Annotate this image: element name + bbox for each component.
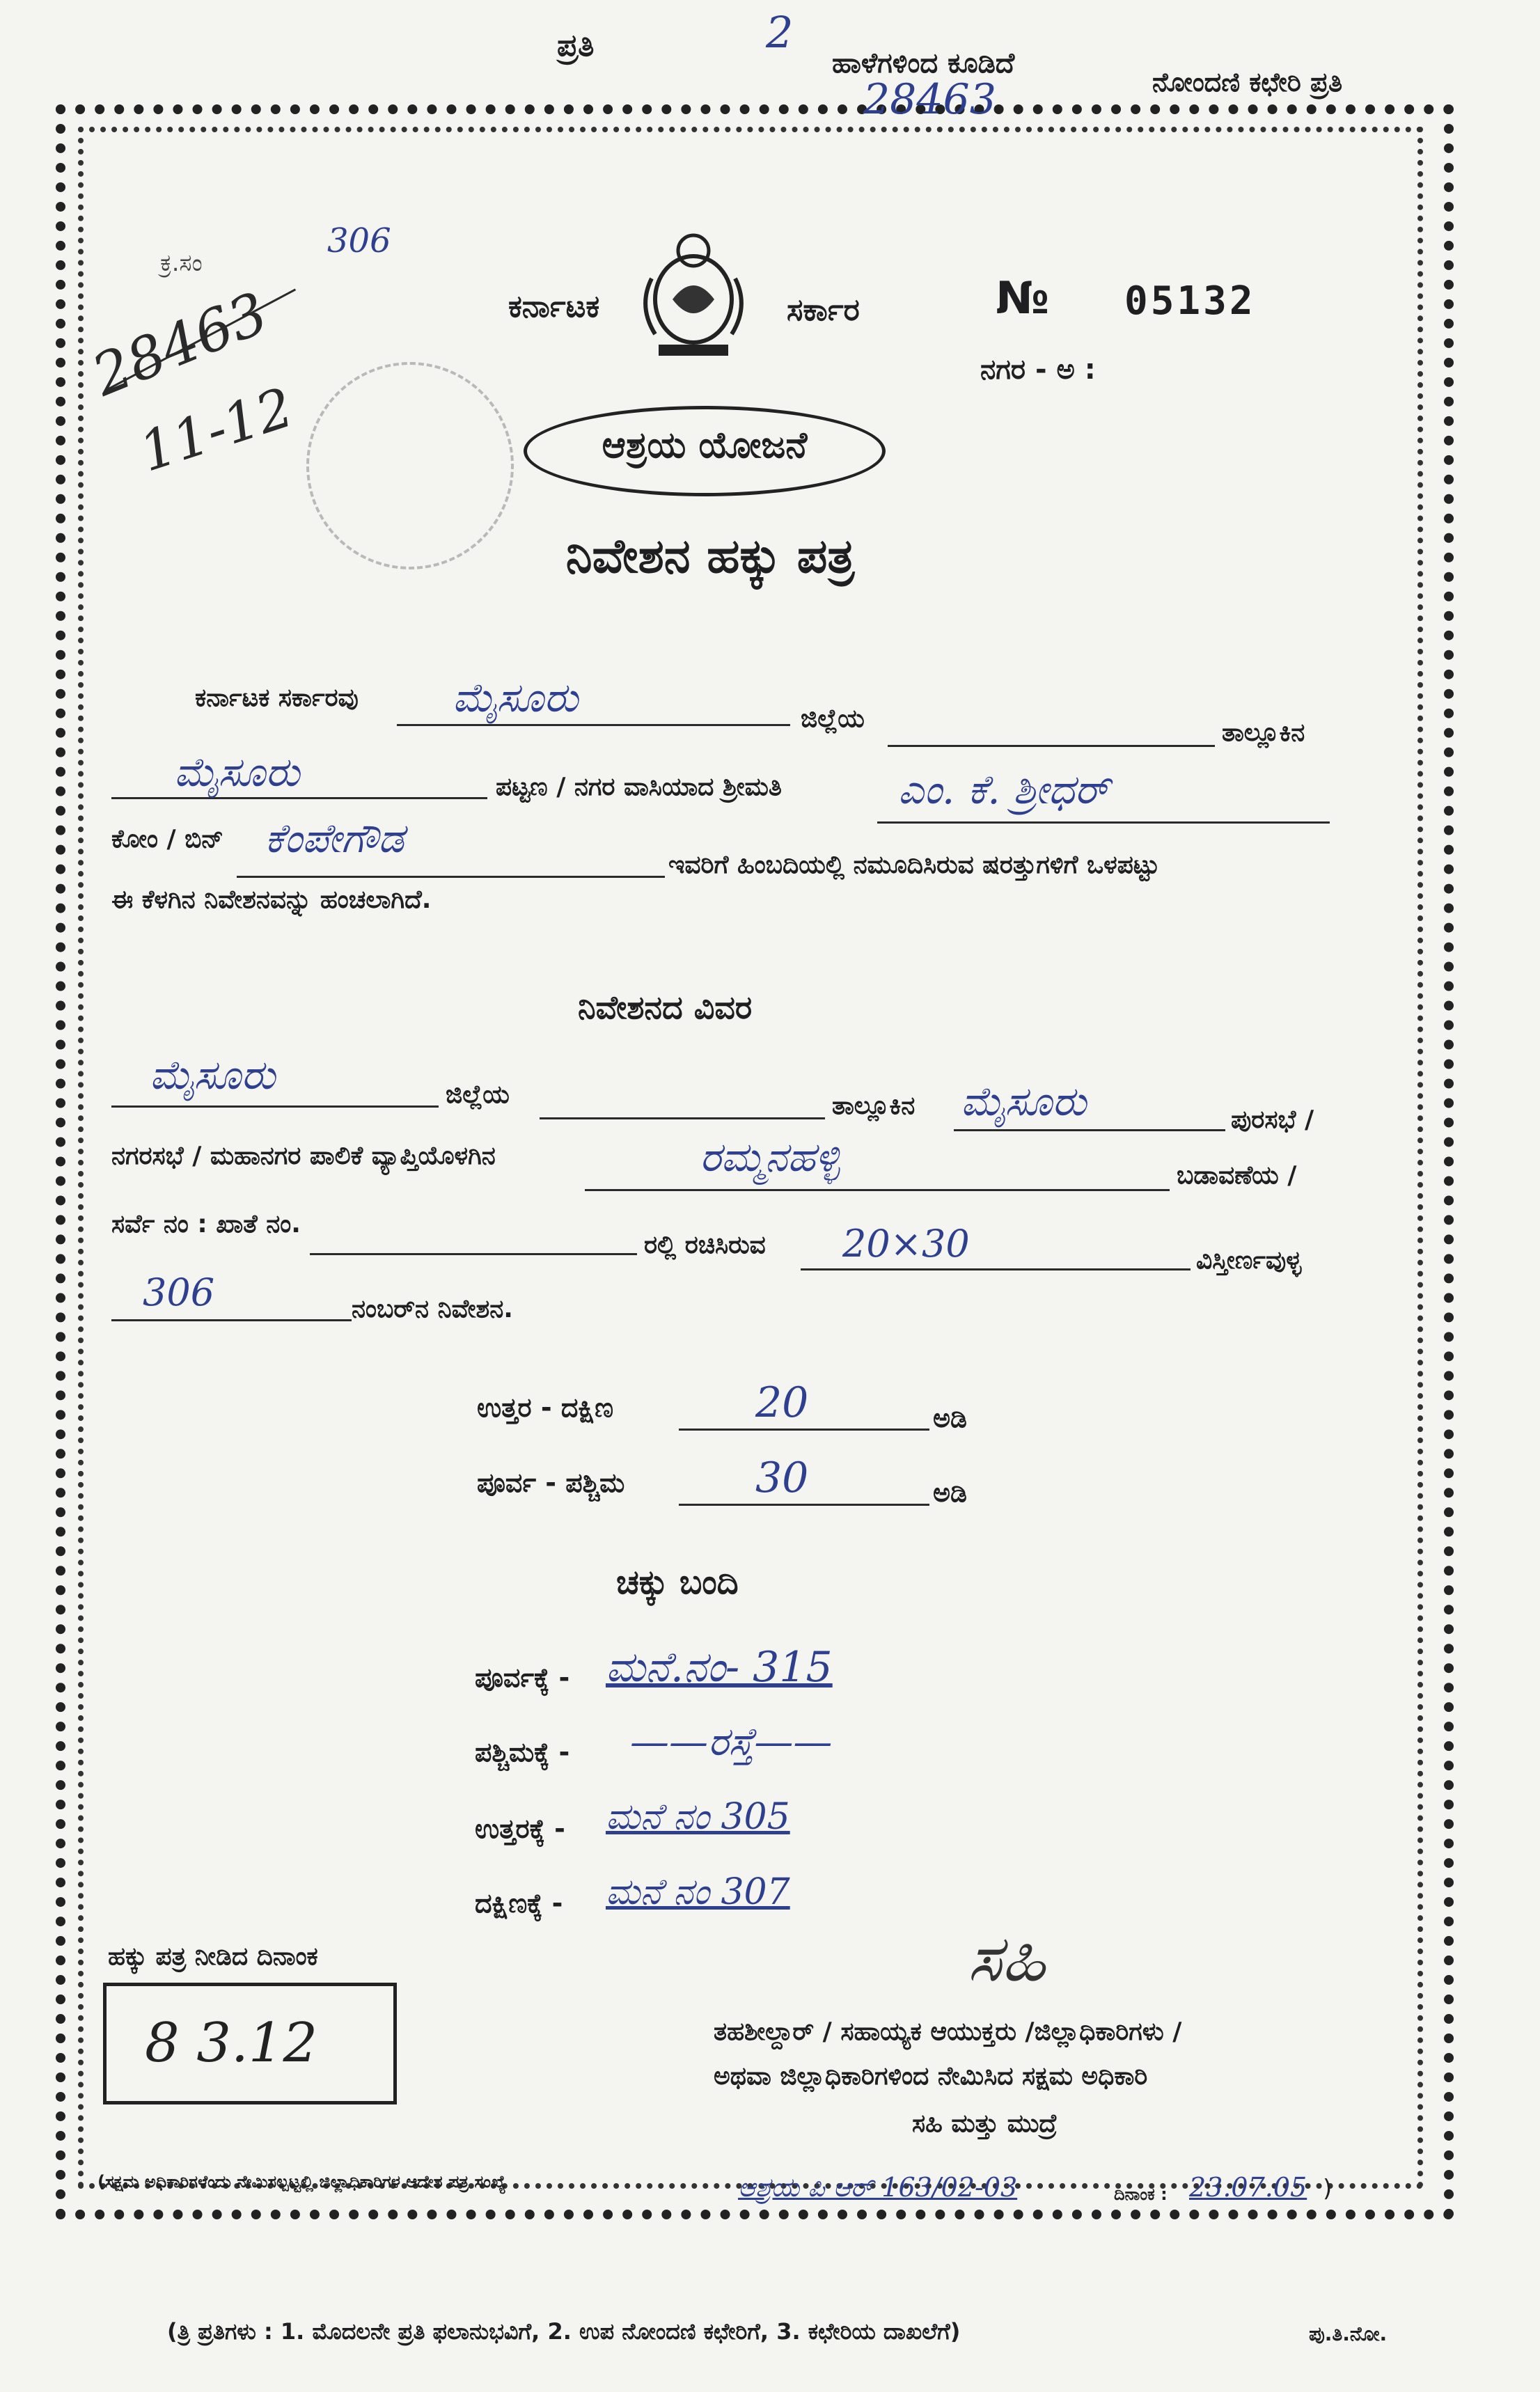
site-no-label: ನಂಬರ್‌ನ ನಿವೇಶನ. <box>352 1295 513 1323</box>
corporation-label: ನಗರಸಭೆ / ಮಹಾನಗರ ಪಾಲಿಕೆ ವ್ಯಾಪ್ತಿಯೊಳಗಿನ <box>111 1142 496 1170</box>
intro-town-line <box>111 797 487 799</box>
form-no-value: 05132 <box>1124 278 1256 324</box>
order-text: (ಸಕ್ಷಮ ಅಧಿಕಾರಿಗಳೆಂದು ನೇಮಿಸಲ್ಪಟ್ಟಲ್ಲಿ ಜಿಲ್ಲಾಧಿಕಾರಿಗಳ ಆದೇಶ ಪತ್ರ ಸಂಖ್ಯೆ <box>97 2172 506 2192</box>
document-title: ನಿವೇಶನ ಹಕ್ಕು ಪತ್ರ <box>565 529 855 584</box>
order-number: ಆಶ್ರಯ ಪಿ ಆರ್ 163/02-03 <box>738 2172 1018 2203</box>
area-label: ವಿಸ್ತೀರ್ಣವುಳ್ಳ <box>1196 1246 1302 1275</box>
serial-number-handwritten: 28463 <box>84 280 277 410</box>
order-date-label: ದಿನಾಂಕ : <box>1114 2185 1168 2204</box>
intro-holder-line <box>877 821 1330 824</box>
ns-value: 20 <box>755 1378 809 1427</box>
issue-date-label: ಹಕ್ಕು ಪತ್ರ ನೀಡಿದ ದಿನಾಂಕ <box>108 1942 318 1971</box>
ew-label: ಪೂರ್ವ - ಪಶ್ಚಿಮ <box>477 1468 625 1498</box>
ns-line <box>679 1429 929 1431</box>
city-label: ನಗರ - ಅ : <box>980 354 1096 386</box>
survey-label: ಸರ್ವೆ ನಂ : ಖಾತೆ ನಂ. <box>111 1210 301 1238</box>
copy-note-prefix: ಪ್ರತಿ <box>557 28 595 63</box>
north-value: ಮನೆ ನಂ 305 <box>606 1796 790 1838</box>
issue-date-value: 8 3.12 <box>145 2012 318 2075</box>
ew-value: 30 <box>755 1454 809 1502</box>
site-district-line <box>111 1105 439 1108</box>
boundaries-heading: ಚಕ್ಕು ಬಂದಿ <box>616 1563 739 1602</box>
south-label: ದಕ್ಷಿಣಕ್ಕೆ - <box>475 1888 563 1919</box>
faint-seal-stamp <box>306 362 514 569</box>
father-name: ಕೆಂಪೇಗೌಡ <box>265 815 404 862</box>
intro-town-value: ಮೈಸೂರು <box>174 748 300 796</box>
survey-line <box>310 1253 637 1255</box>
south-value: ಮನೆ ನಂ 307 <box>606 1871 790 1913</box>
area-line <box>801 1268 1191 1270</box>
signatory-line-2: ಅಥವಾ ಜಿಲ್ಲಾಧಿಕಾರಿಗಳಿಂದ ನೇಮಿಸಿದ ಸಕ್ಷಮ ಅಧಿಕಾರಿ <box>714 2062 1148 2091</box>
site-no-value: 306 <box>143 1270 215 1314</box>
father-label: ಕೋಂ / ಬಿನ್ <box>111 825 224 853</box>
signatory-line-1: ತಹಶೀಲ್ದಾರ್ / ಸಹಾಯ್ಯಕ ಆಯುಕ್ತರು /ಜಿಲ್ಲಾಧಿಕಾರಿಗಳು / <box>714 2017 1182 2046</box>
site-no-line <box>111 1319 352 1321</box>
site-taluk-label: ತಾಲ್ಲೂಕಿನ <box>832 1092 916 1120</box>
handwritten-top-number: 28463 <box>863 75 996 124</box>
holder-name: ಎಂ. ಕೆ. ಶ್ರೀಧರ್ <box>898 766 1110 813</box>
serial-date-handwritten: 11-12 <box>132 376 301 485</box>
site-survey-blank-line <box>540 1117 825 1119</box>
allotment-text-2: ಈ ಕೆಳಗಿನ ನಿವೇಶನವನ್ನು ಹಂಚಲಾಗಿದೆ. <box>111 886 432 914</box>
layout-label: ಬಡಾವಣೆಯ / <box>1177 1161 1297 1190</box>
intro-town-label: ಪಟ್ಟಣ / ನಗರ ವಾಸಿಯಾದ ಶ್ರೀಮತಿ <box>496 773 782 801</box>
office-no-value: 306 <box>327 221 391 260</box>
ew-unit: ಅಡಿ <box>933 1477 967 1508</box>
copy-note-mid: ಹಾಳೆಗಳಿಂದ ಕೂಡಿದೆ <box>832 47 1015 79</box>
west-value: ——ರಸ್ತೆ—— <box>630 1720 833 1765</box>
site-district-label: ಜಿಲ್ಲೆಯ <box>446 1080 510 1109</box>
footer-code: ಪು.ತಿ.ನೋ. <box>1309 2322 1388 2345</box>
footer-copies: (ತ್ರಿ ಪ್ರತಿಗಳು : 1. ಮೊದಲನೇ ಪ್ರತಿ ಫಲಾನುಭವಿಗೆ, 2. ಉಪ ನೋಂದಣಿ ಕಛೇರಿಗೆ, 3. ಕಛೇರಿಯ ದಾಖಲೆಗೆ) <box>167 2318 961 2345</box>
state-emblem-icon <box>631 223 756 362</box>
north-label: ಉತ್ತರಕ್ಕೆ - <box>475 1813 565 1844</box>
intro-district-value: ಮೈಸೂರು <box>453 674 579 721</box>
office-no-label: ಕ್ರ.ಸಂ <box>160 249 203 277</box>
site-taluk-value: ಮೈಸೂರು <box>961 1078 1087 1125</box>
form-no-label: № <box>996 273 1049 324</box>
ew-line <box>679 1504 929 1506</box>
allotment-text: ಇವರಿಗೆ ಹಿಂಬದಿಯಲ್ಲಿ ನಮೂದಿಸಿರುವ ಷರತ್ತುಗಳಿಗೆ ಒಳಪಟ್ಟು <box>668 851 1160 879</box>
order-close: ) <box>1323 2175 1333 2203</box>
site-details-heading: ನಿವೇಶನದ ವಿವರ <box>578 989 753 1026</box>
signatory-line-3: ಸಹಿ ಮತ್ತು ಮುದ್ರೆ <box>912 2109 1058 2138</box>
municipality-label: ಪುರಸಭೆ / <box>1231 1105 1314 1134</box>
site-district-value: ಮೈಸೂರು <box>150 1051 276 1099</box>
intro-district-label: ಜಿಲ್ಲೆಯ <box>801 705 865 733</box>
copy-note-suffix: ನೋಂದಣಿ ಕಛೇರಿ ಪ್ರತಿ <box>1152 67 1343 97</box>
ns-unit: ಅಡಿ <box>933 1403 967 1433</box>
intro-taluk-line <box>888 745 1215 747</box>
handwritten-page-count: 2 <box>766 7 794 58</box>
layout-value: ರಮ್ಮನಹಳ್ಳಿ <box>700 1133 840 1181</box>
layout-line <box>585 1189 1170 1191</box>
intro-district-line <box>397 724 790 726</box>
intro-govt-label: ಕರ್ನಾಟಕ ಸರ್ಕಾರವು <box>195 684 359 712</box>
east-value: ಮನೆ.ನಂ- 315 <box>606 1643 833 1692</box>
government-left: ಕರ್ನಾಟಕ <box>508 289 600 324</box>
area-value: 20×30 <box>842 1222 970 1266</box>
signatory-signature: ಸಹಿ <box>968 1921 1046 1996</box>
ns-label: ಉತ್ತರ - ದಕ್ಷಿಣ <box>477 1392 614 1423</box>
formed-label: ರಲ್ಲಿ ರಚಿಸಿರುವ <box>644 1231 766 1259</box>
west-label: ಪಶ್ಚಿಮಕ್ಕೆ - <box>475 1737 570 1768</box>
order-date-value: 23.07.05 <box>1189 2172 1307 2203</box>
east-label: ಪೂರ್ವಕ್ಕೆ - <box>475 1662 570 1693</box>
scheme-name: ಆಶ್ರಯ ಯೋಜನೆ <box>602 425 808 466</box>
site-taluk-line <box>954 1129 1225 1131</box>
government-right: ಸರ್ಕಾರ <box>787 292 860 328</box>
father-line <box>237 876 665 878</box>
intro-taluk-label: ತಾಲ್ಲೂಕಿನ <box>1222 718 1305 747</box>
